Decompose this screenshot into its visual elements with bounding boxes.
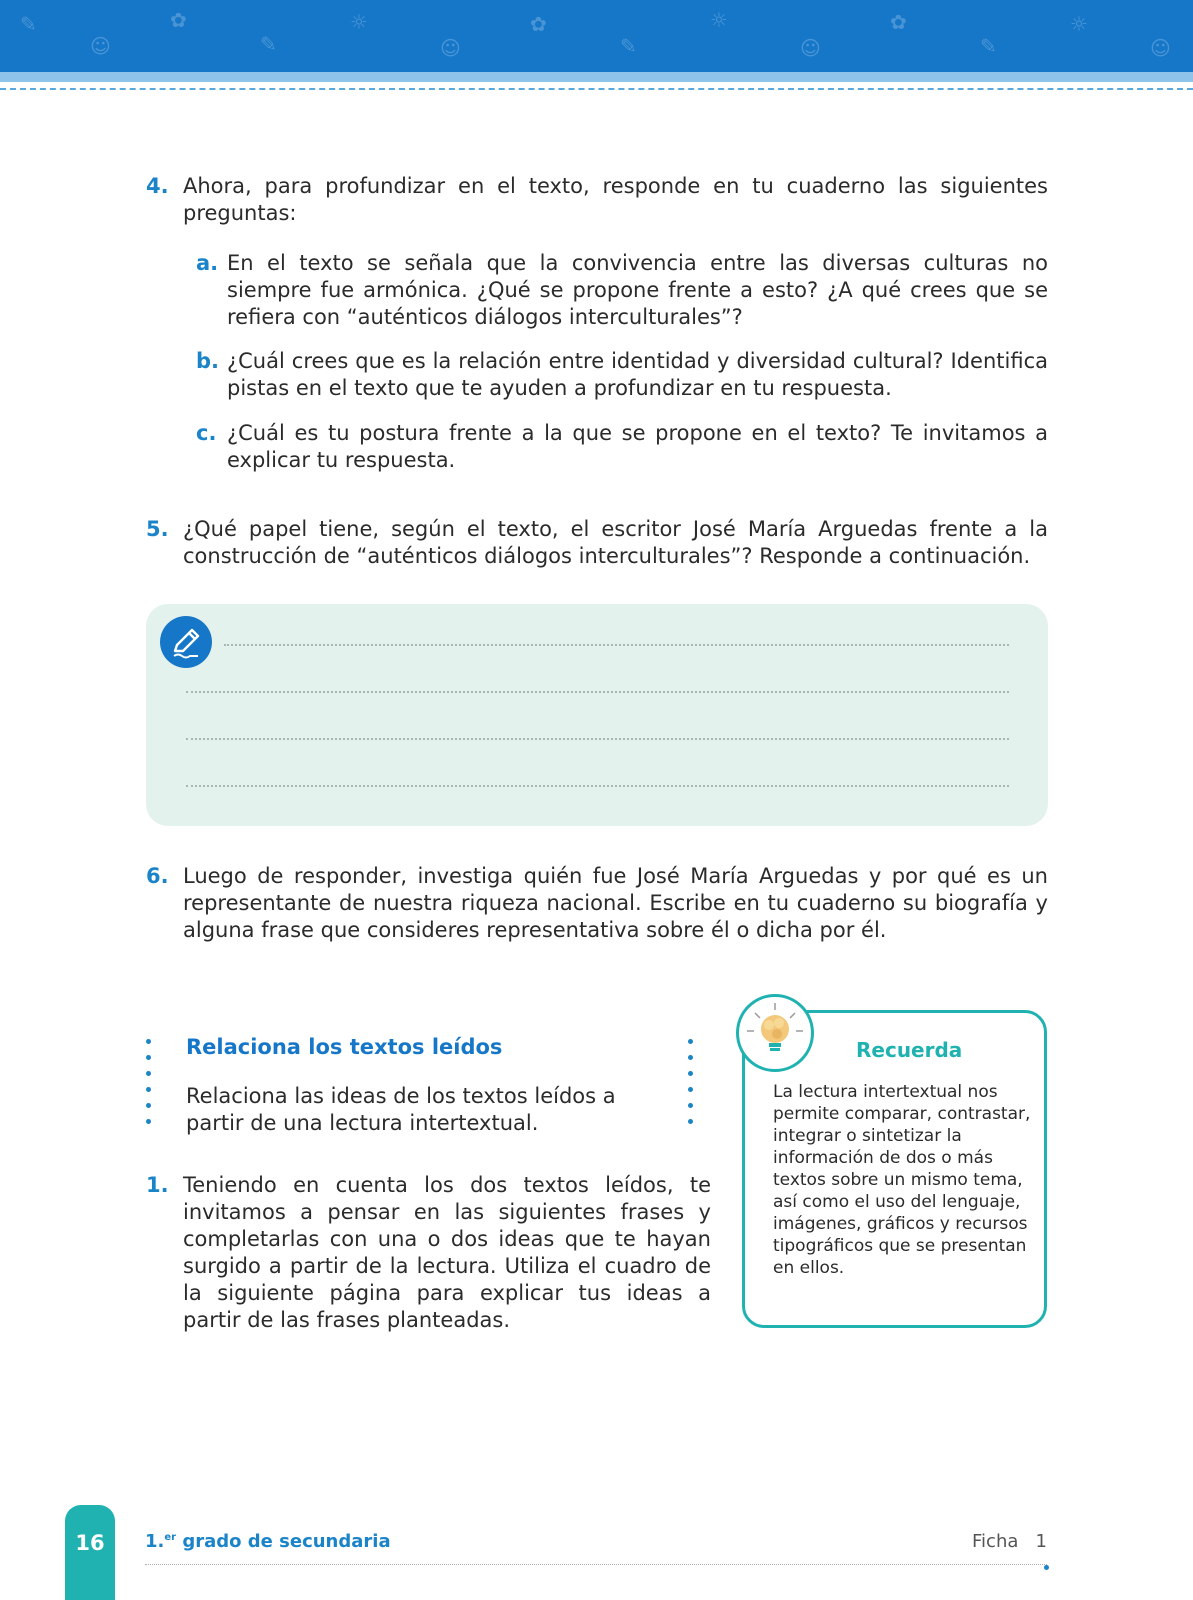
doodle-icon: ☼ xyxy=(1070,12,1088,36)
subquestion-text: ¿Cuál crees que es la relación entre identidad y diversidad cultural? Identifica pistas en el texto que te ayuden a profundizar en tu respuesta. xyxy=(227,349,1048,400)
subquestion-text: En el texto se señala que la convivencia entre las diversas culturas no siempre fue armónica. ¿Qué se propone frente a esto? ¿A qué crees que se refiera con “auténticos diálogos interculturales”? xyxy=(227,251,1048,329)
question-text: Ahora, para profundizar en el texto, responde en tu cuaderno las siguientes preguntas: xyxy=(183,174,1048,225)
subquestion-text: ¿Cuál es tu postura frente a la que se propone en el texto? Te invitamos a explicar tu respuesta. xyxy=(227,421,1048,472)
answer-line[interactable] xyxy=(186,691,1009,693)
section-dots-right xyxy=(688,1039,694,1135)
header-divider xyxy=(0,88,1193,90)
grade-number: 1. xyxy=(145,1531,165,1552)
grade-superscript: er xyxy=(164,1532,177,1543)
question-text: Luego de responder, investiga quién fue José María Arguedas y por qué es un representante de nuestra riqueza nacional. Escribe en tu cuaderno su biografía y alguna frase que consideres representativa sobre él o dicha por él. xyxy=(183,864,1048,942)
answer-line[interactable] xyxy=(186,785,1009,787)
grade-text: grado de secundaria xyxy=(176,1531,391,1552)
question-text: Teniendo en cuenta los dos textos leídos, te invitamos a pensar en las siguientes frases y completarlas con una o dos ideas que te hayan surgido a partir de la lectura. Utiliza el cuadro de la siguiente página para explicar tus ideas a partir de las frases planteadas. xyxy=(183,1173,711,1332)
question-number: 4. xyxy=(146,174,169,198)
doodle-icon: ✎ xyxy=(980,34,997,58)
question-number: 5. xyxy=(146,517,169,541)
subquestion-a xyxy=(196,250,1048,331)
pencil-icon xyxy=(160,616,212,668)
section-question-1 xyxy=(146,1172,711,1334)
page-number: 16 xyxy=(75,1531,105,1555)
answer-box xyxy=(146,604,1048,826)
question-text: ¿Qué papel tiene, según el texto, el escritor José María Arguedas frente a la construcción de “auténticos diálogos interculturales”? Responde a continuación. xyxy=(183,517,1048,568)
doodle-icon: ✿ xyxy=(170,8,187,32)
subquestion-letter: c. xyxy=(196,421,217,445)
doodle-icon: ✿ xyxy=(530,12,547,36)
question-4 xyxy=(146,173,1048,227)
answer-line[interactable] xyxy=(224,644,1009,646)
header-banner xyxy=(0,0,1193,72)
doodle-icon: ☺ xyxy=(800,36,821,60)
question-5 xyxy=(146,516,1048,570)
doodle-icon: ✎ xyxy=(620,34,637,58)
question-number: 6. xyxy=(146,864,169,888)
doodle-icon: ✿ xyxy=(890,10,907,34)
header-stripe xyxy=(0,72,1193,82)
footer-divider xyxy=(145,1564,1047,1565)
subquestion-letter: a. xyxy=(196,251,219,275)
doodle-icon: ✎ xyxy=(20,12,37,36)
lightbulb-brain-icon xyxy=(736,994,814,1072)
doodle-icon: ☼ xyxy=(350,10,368,34)
ficha-label: Ficha 1 xyxy=(972,1531,1047,1552)
doodle-icon: ☺ xyxy=(1150,36,1171,60)
answer-line[interactable] xyxy=(186,738,1009,740)
recuerda-title: Recuerda xyxy=(856,1038,963,1062)
question-number: 1. xyxy=(146,1173,169,1197)
grade-label xyxy=(145,1531,391,1552)
question-6 xyxy=(146,863,1048,944)
subquestion-letter: b. xyxy=(196,349,220,373)
doodle-icon: ☺ xyxy=(440,36,461,60)
section-title: Relaciona los textos leídos xyxy=(186,1035,503,1059)
footer-dot xyxy=(1044,1565,1049,1570)
doodle-icon: ☼ xyxy=(710,8,728,32)
doodle-icon: ✎ xyxy=(260,32,277,56)
section-description: Relaciona las ideas de los textos leídos a partir de una lectura intertextual. xyxy=(186,1084,616,1135)
subquestion-c xyxy=(196,420,1048,474)
subquestion-b xyxy=(196,348,1048,402)
doodle-icon: ☺ xyxy=(90,34,111,58)
recuerda-body: La lectura intertextual nos permite comparar, contrastar, integrar o sintetizar la información de dos o más textos sobre un mismo tema, así como el uso del lenguaje, imágenes, gráficos y recursos tipográficos que se presentan en ellos. xyxy=(773,1082,1031,1278)
section-dots-left xyxy=(146,1039,152,1135)
